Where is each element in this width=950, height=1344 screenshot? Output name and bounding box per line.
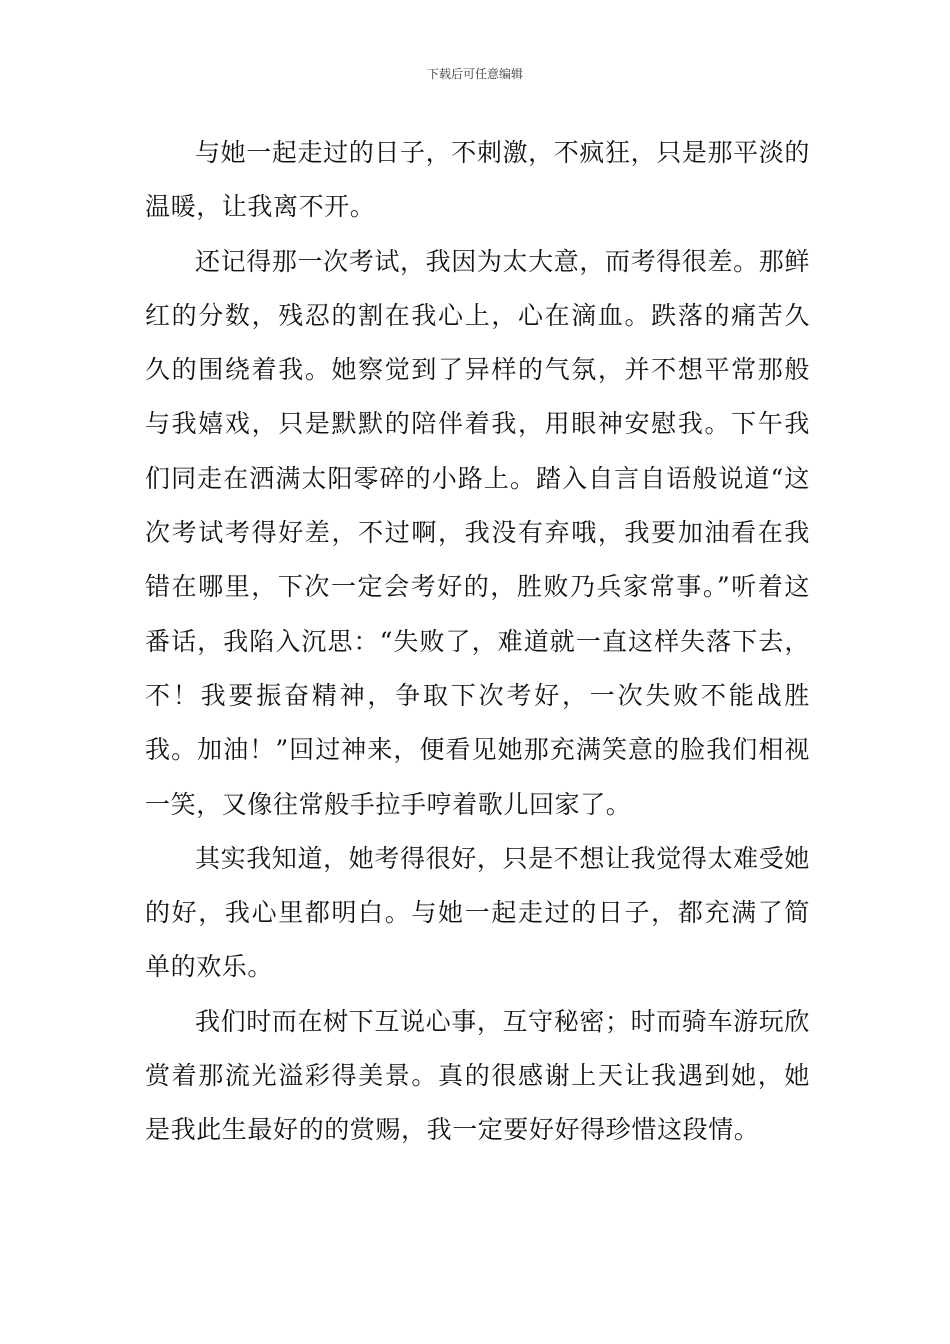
page-header: 下载后可任意编辑 <box>426 67 523 81</box>
paragraph: 与她一起走过的日子，不刺激，不疯狂，只是那平淡的温暖，让我离不开。 <box>145 138 810 222</box>
document-body <box>145 126 810 1158</box>
paragraph: 还记得那一次考试，我因为太大意，而考得很差。那鲜红的分数，残忍的割在我心上，心在滴血。跌落的痛苦久久的围绕着我。她察觉到了异样的气氛，并不想平常那般与我嬉戏，只是默默的陪伴着我，用眼神安慰我。下午我们同走在洒满太阳零碎的小路上。踏入自言自语般说道“这次考试考得好差，不过啊，我没有弃哦，我要加油看在我错在哪里，下次一定会考好的，胜败乃兵家常事。”听着这番话，我陷入沉思：“失败了，难道就一直这样失落下去，不！我要振奋精神，争取下次考好，一次失败不能战胜我。加油！”回过神来，便看见她那充满笑意的脸我们相视一笑，又像往常般手拉手哼着歌儿回家了。 <box>145 246 810 819</box>
paragraph: 我们时而在树下互说心事，互守秘密；时而骑车游玩欣赏着那流光溢彩得美景。真的很感谢上天让我遇到她，她是我此生最好的的赏赐，我一定要好好得珍惜这段情。 <box>145 1006 810 1145</box>
paragraph: 其实我知道，她考得很好，只是不想让我觉得太难受她的好，我心里都明白。与她一起走过的日子，都充满了简单的欢乐。 <box>145 843 810 982</box>
